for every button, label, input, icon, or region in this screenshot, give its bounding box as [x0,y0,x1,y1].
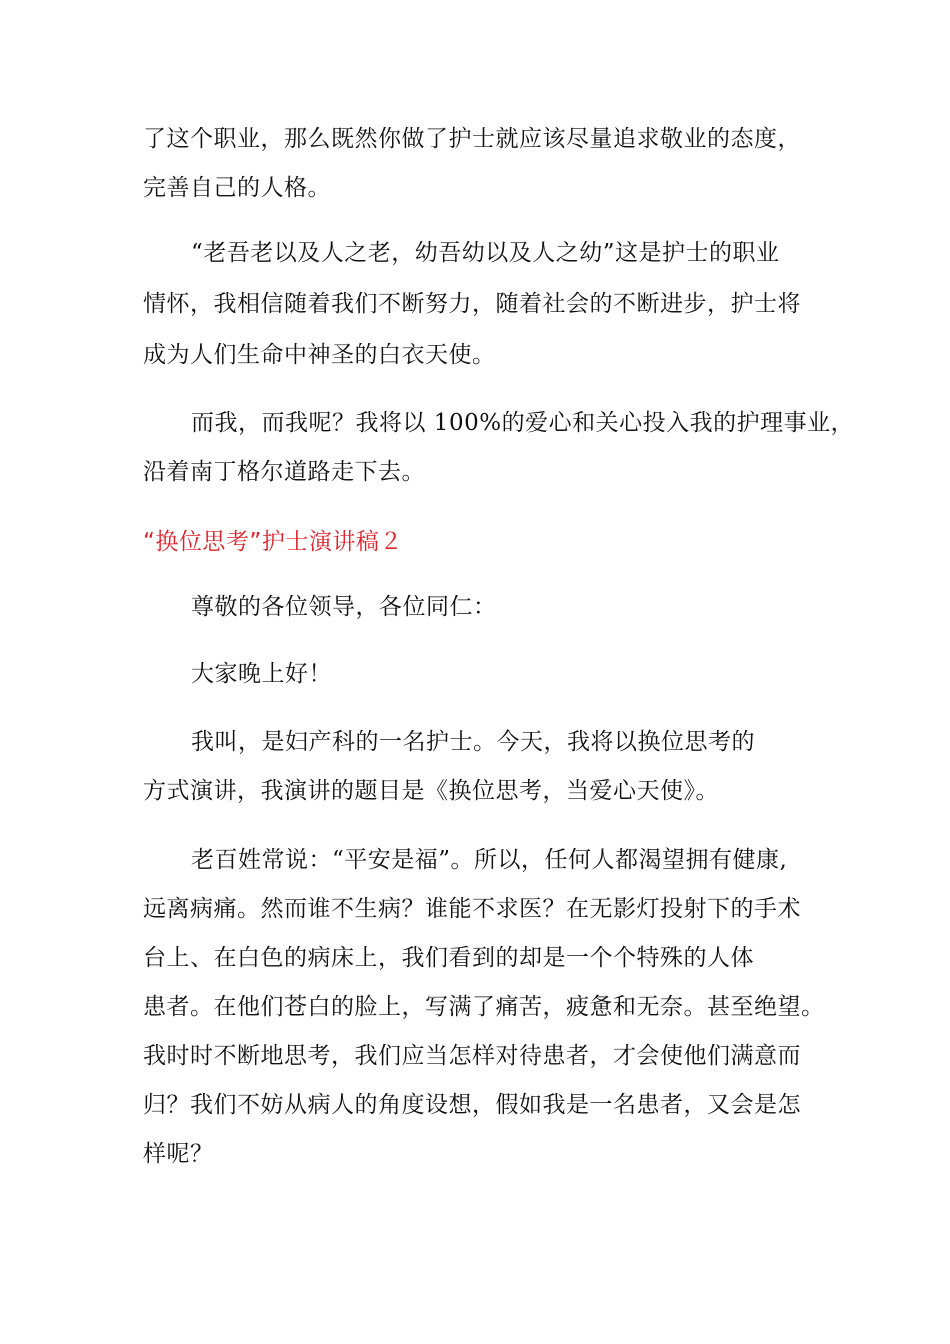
paragraph-line: “老吾老以及人之老，幼吾幼以及人之幼”这是护士的职业 [191,240,780,266]
salutation-line: 大家晚上好！ [191,661,332,687]
greeting-line: 尊敬的各位领导，各位同仁： [191,594,497,620]
paragraph-line: 远离病痛。然而谁不生病？谁能不求医？在无影灯投射下的手术 [143,896,801,922]
paragraph-line: 沿着南丁格尔道路走下去。 [143,459,425,485]
section-heading: “换位思考”护士演讲稿２ [143,529,403,555]
paragraph-line: 而我，而我呢？我将以 100%的爱心和关心投入我的护理事业， [191,410,855,436]
paragraph-line: 台上、在白色的病床上，我们看到的却是一个个特殊的人体 [143,945,754,971]
paragraph-line: 患者。在他们苍白的脸上，写满了痛苦，疲惫和无奈。甚至绝望。 [143,994,825,1020]
paragraph-line: 样呢？ [143,1141,214,1167]
paragraph-line: 方式演讲，我演讲的题目是《换位思考，当爱心天使》。 [143,778,719,804]
paragraph-line: 完善自己的人格。 [143,175,331,201]
paragraph-line: 我时时不断地思考，我们应当怎样对待患者，才会使他们满意而 [143,1043,801,1069]
paragraph-line: 成为人们生命中神圣的白衣天使。 [143,342,496,368]
paragraph-line: 情怀，我相信随着我们不断努力，随着社会的不断进步，护士将 [143,291,801,317]
paragraph-line: 了这个职业，那么既然你做了护士就应该尽量追求敬业的态度， [143,126,801,152]
paragraph-line: 我叫，是妇产科的一名护士。今天，我将以换位思考的 [191,729,755,755]
paragraph-line: 老百姓常说：“平安是福”。所以，任何人都渴望拥有健康, [191,847,788,873]
paragraph-line: 归？我们不妨从病人的角度设想，假如我是一名患者，又会是怎 [143,1092,801,1118]
